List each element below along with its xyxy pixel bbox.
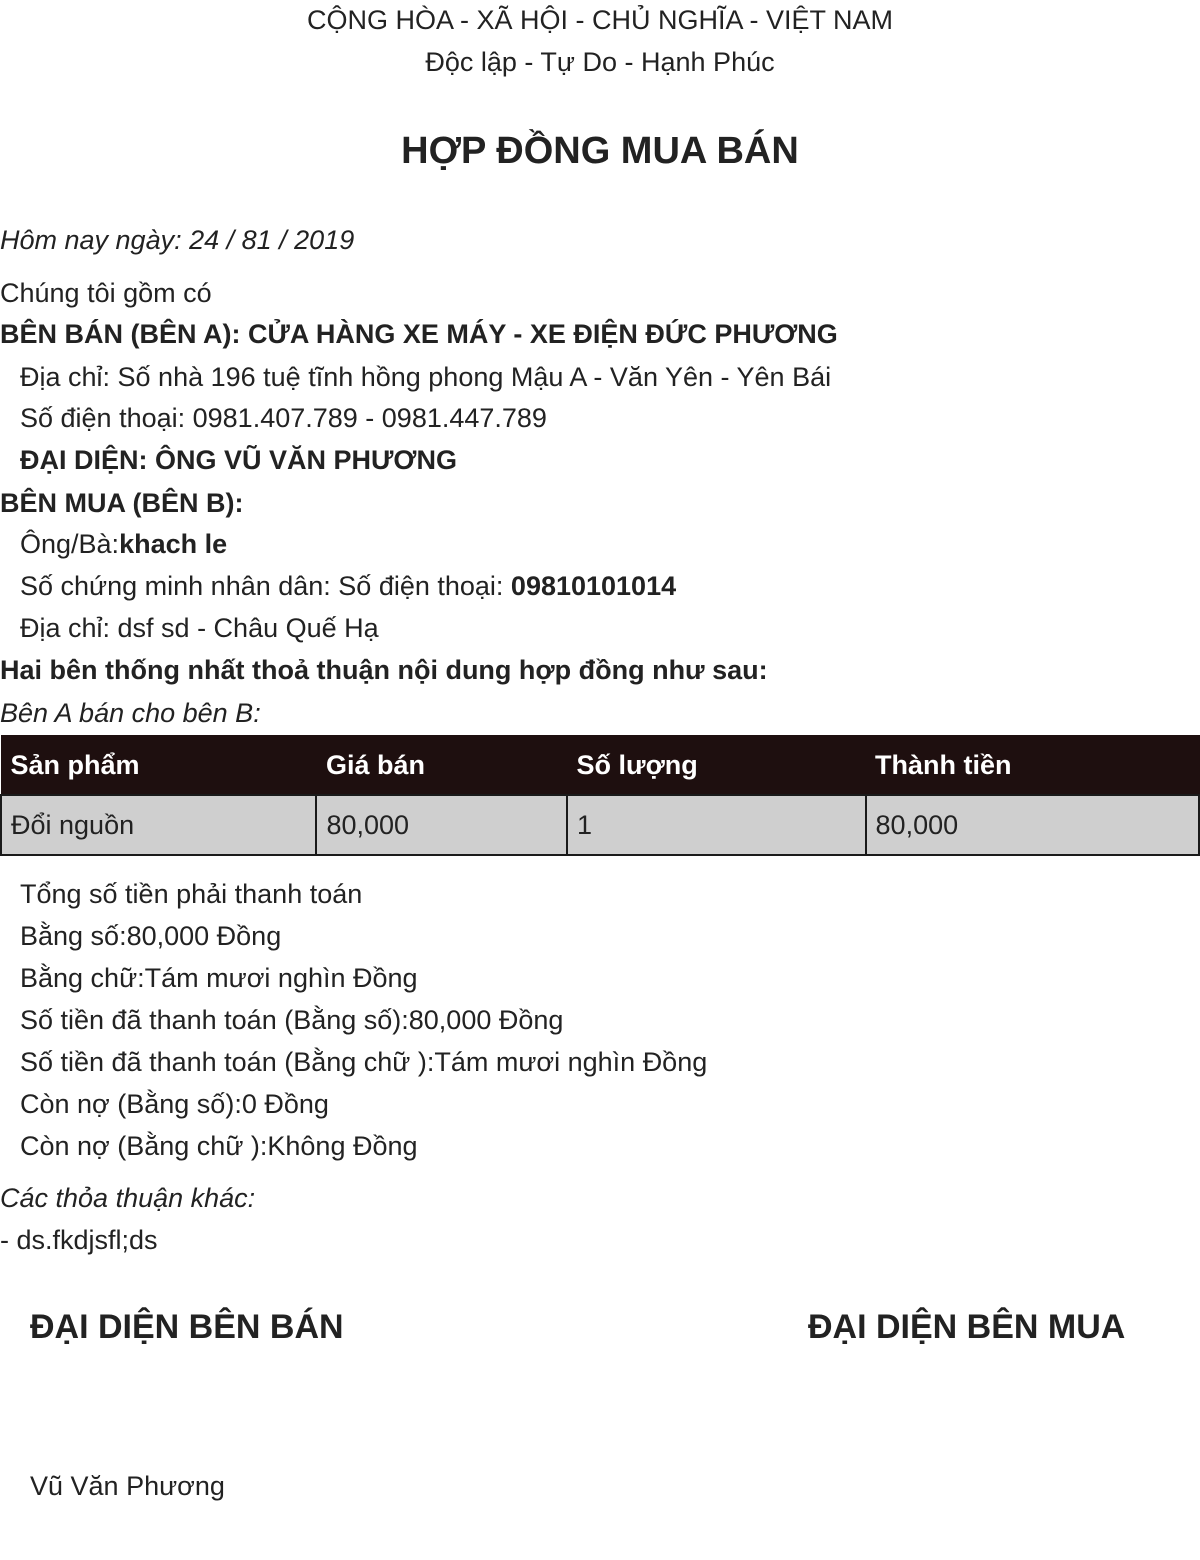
document-title: HỢP ĐỒNG MUA BÁN — [401, 130, 799, 172]
payment-total-number: Bằng số:80,000 Đồng — [20, 921, 282, 951]
payment-total-label: Tổng số tiền phải thanh toán — [20, 879, 363, 909]
seller-phone: Số điện thoại: 0981.407.789 - 0981.447.789 — [20, 403, 547, 433]
date-line: Hôm nay ngày: 24 / 81 / 2019 — [0, 225, 355, 255]
table-header-row — [1, 736, 1199, 796]
buyer-name-line — [20, 527, 227, 561]
other-terms-content: - ds.fkdjsfl;ds — [0, 1225, 158, 1255]
payment-total-words: Bằng chữ:Tám mươi nghìn Đồng — [20, 963, 418, 993]
buyer-name-label: Ông/Bà: — [20, 529, 120, 559]
col-header-price: Giá bán — [316, 736, 567, 796]
cell-price: 80,000 — [316, 795, 567, 855]
buyer-address: Địa chỉ: dsf sd - Châu Quế Hạ — [20, 613, 379, 643]
col-header-product: Sản phẩm — [1, 736, 316, 796]
seller-heading: BÊN BÁN (BÊN A): CỬA HÀNG XE MÁY - XE ĐIỆN ĐỨC PHƯƠNG — [0, 319, 838, 349]
payment-paid-number: Số tiền đã thanh toán (Bằng số):80,000 Đồng — [20, 1005, 564, 1035]
nation-header: CỘNG HÒA - XÃ HỘI - CHỦ NGHĨA - VIỆT NAM — [306, 5, 894, 35]
payment-paid-words: Số tiền đã thanh toán (Bằng chữ ):Tám mươi nghìn Đồng — [20, 1047, 708, 1077]
seller-signature-label: ĐẠI DIỆN BÊN BÁN — [30, 1308, 344, 1346]
payment-debt-number: Còn nợ (Bằng số):0 Đồng — [20, 1089, 329, 1119]
col-header-quantity: Số lượng — [567, 736, 865, 796]
buyer-signature-label: ĐẠI DIỆN BÊN MUA — [808, 1308, 1126, 1346]
cell-product: Đổi nguồn — [1, 795, 316, 855]
parties-intro: Chúng tôi gồm có — [0, 278, 212, 308]
agreement-sub: Bên A bán cho bên B: — [0, 698, 261, 728]
products-table — [0, 735, 1200, 856]
seller-address: Địa chỉ: Số nhà 196 tuệ tĩnh hồng phong Mậu A - Văn Yên - Yên Bái — [20, 362, 832, 392]
col-header-amount: Thành tiền — [866, 736, 1199, 796]
buyer-heading: BÊN MUA (BÊN B): — [0, 488, 244, 518]
buyer-id-phone-label: Số chứng minh nhân dân: Số điện thoại: — [20, 571, 511, 601]
agreement-heading: Hai bên thống nhất thoả thuận nội dung hợp đồng như sau: — [0, 655, 768, 685]
payment-debt-words: Còn nợ (Bằng chữ ):Không Đồng — [20, 1131, 418, 1161]
cell-amount: 80,000 — [866, 795, 1199, 855]
cell-quantity: 1 — [567, 795, 865, 855]
seller-representative: ĐẠI DIỆN: ÔNG VŨ VĂN PHƯƠNG — [20, 445, 457, 475]
other-terms-heading: Các thỏa thuận khác: — [0, 1183, 256, 1213]
buyer-name-value: khach le — [119, 529, 228, 559]
buyer-id-phone-line — [20, 569, 676, 603]
buyer-phone-value: 09810101014 — [510, 571, 677, 601]
motto: Độc lập - Tự Do - Hạnh Phúc — [425, 47, 775, 77]
seller-signature-name: Vũ Văn Phương — [30, 1471, 225, 1501]
table-row — [1, 795, 1199, 855]
